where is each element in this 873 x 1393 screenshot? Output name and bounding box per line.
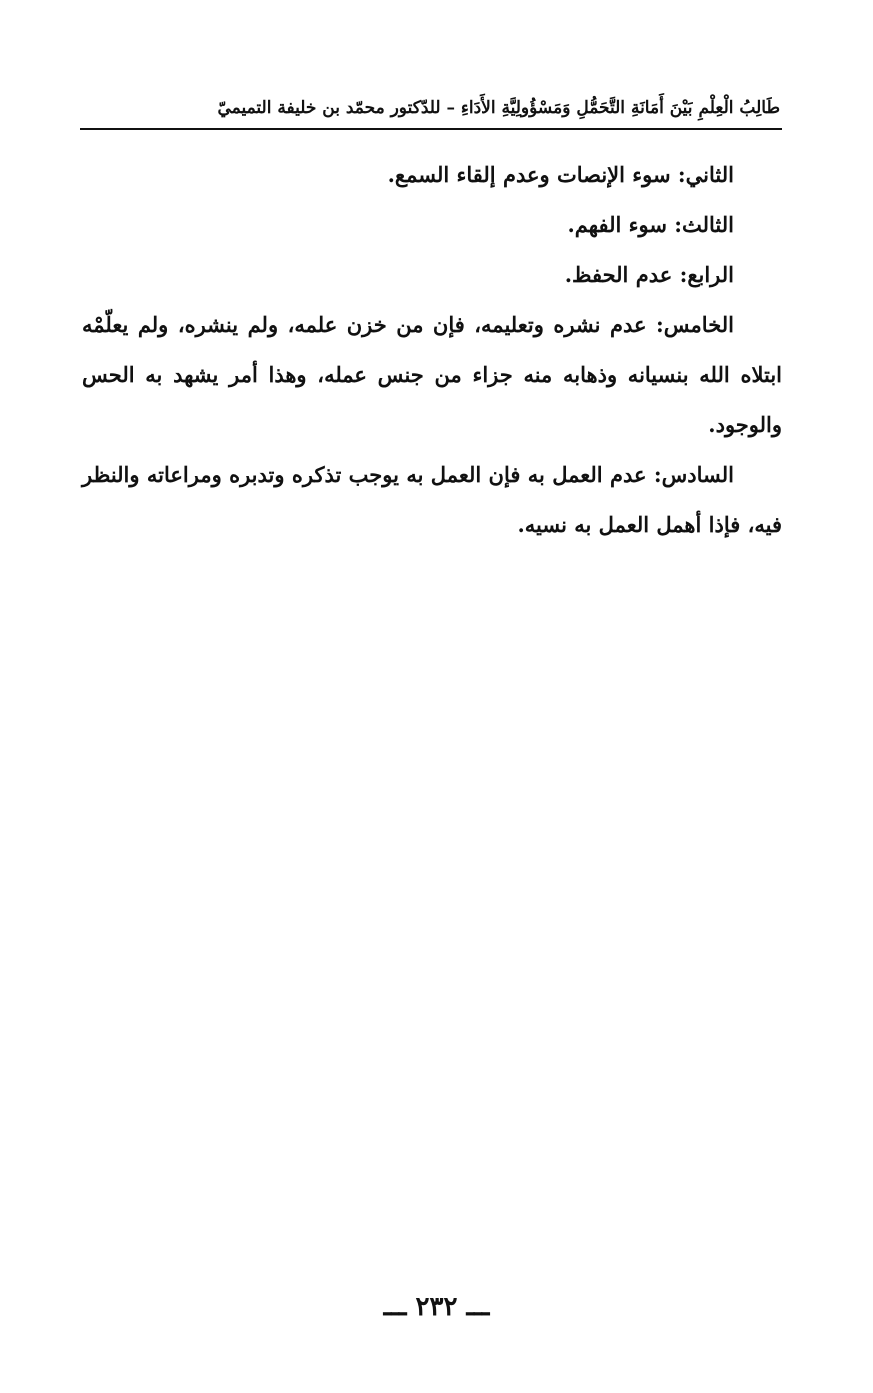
paragraph-fifth: الخامس: عدم نشره وتعليمه، فإن من خزن علمه، ولم ينشره، ولم يعلّمْه ابتلاه الله بنسيانه وذهابه منه جزاء من جنس عمله، وهذا أمر يشهد به الحس والوجود. — [82, 312, 782, 437]
running-header: طَالِبُ الْعِلْمِ بَيْنَ أَمَانَةِ التَّحَمُّلِ وَمَسْؤُولِيَّةِ الأَدَاءِ – للدّكتور محمّد بن خليفة التميميّ — [217, 98, 780, 118]
paragraph-sixth: السادس: عدم العمل به فإن العمل به يوجب تذكره وتدبره ومراعاته والنظر فيه، فإذا أهمل العمل به نسيه. — [82, 462, 782, 537]
paragraph-fourth: الرابع: عدم الحفظ. — [564, 262, 734, 287]
paragraph-third: الثالث: سوء الفهم. — [567, 212, 734, 237]
page-number: ـــ ٢٣٢ ـــ — [383, 1292, 490, 1322]
body-text — [82, 150, 782, 550]
header-divider — [80, 128, 782, 130]
paragraph-second: الثاني: سوء الإنصات وعدم إلقاء السمع. — [387, 162, 734, 187]
